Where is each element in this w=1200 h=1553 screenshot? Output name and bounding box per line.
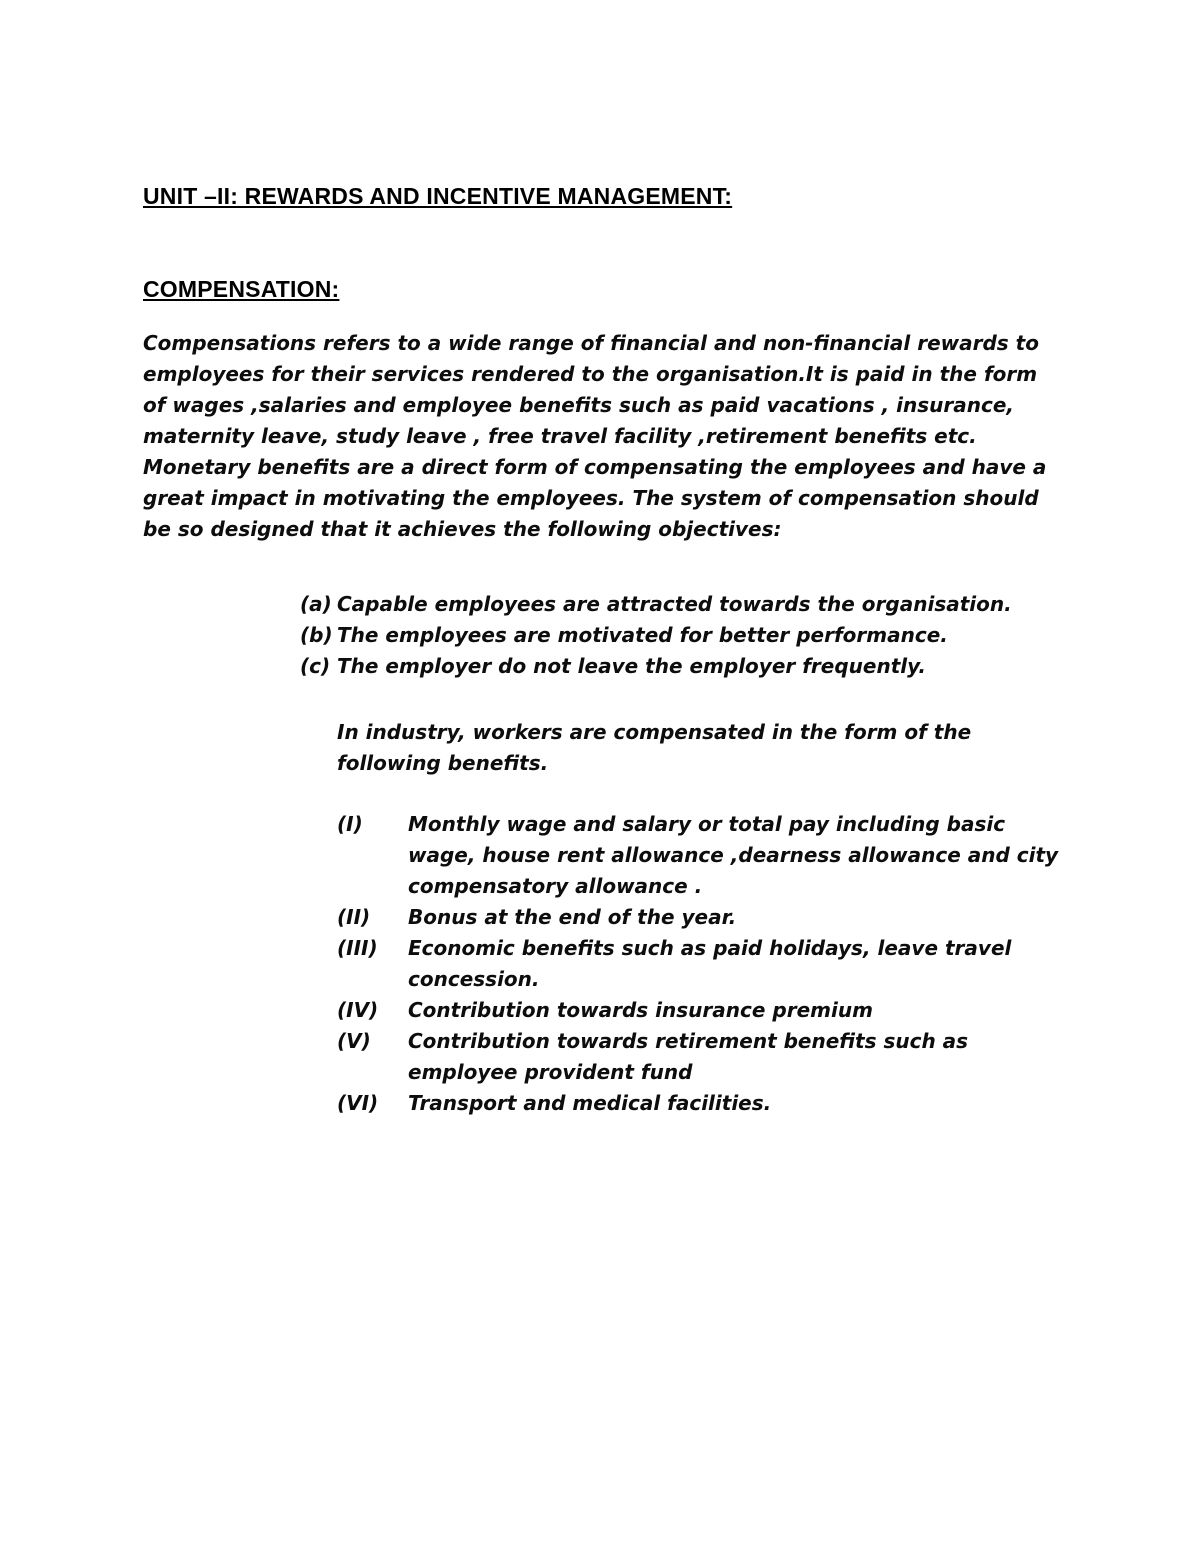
list-item-text: Contribution towards insurance premium — [408, 998, 873, 1022]
list-item-text: Economic benefits such as paid holidays, leave travel concession. — [408, 936, 1012, 991]
list-item-text: The employees are motivated for better performance. — [337, 623, 948, 647]
intro-paragraph: Compensations refers to a wide range of financial and non-financial rewards to employees for their services rendered to the organisation.It is paid in the form of wages ,salaries and employee benefits such as paid vacations , insurance, maternity leave, study leave , free travel facility ,retirement benefits etc. Monetary benefits are a direct form of compensating the employees and have a great impact in motivating the employees. The system of compensation should be so designed that it achieves the following objectives: — [143, 331, 1047, 541]
list-item — [300, 589, 1020, 620]
list-item — [300, 651, 1020, 682]
objectives-list — [300, 589, 1020, 682]
list-item-text: The employer do not leave the employer frequently. — [337, 654, 926, 678]
unit-title: UNIT –II: REWARDS AND INCENTIVE MANAGEMENT: — [143, 183, 733, 209]
list-item-text: Transport and medical facilities. — [408, 1091, 772, 1115]
list-marker: (I) — [337, 812, 363, 836]
list-item-text: Bonus at the end of the year. — [408, 905, 737, 929]
list-marker: (III) — [337, 936, 378, 960]
list-item — [300, 620, 1020, 651]
industry-note: In industry, workers are compensated in the form of the following benefits. — [337, 720, 972, 775]
list-marker: (V) — [337, 1029, 371, 1053]
list-marker: (b) — [300, 623, 333, 647]
list-item — [337, 1026, 1063, 1088]
list-marker: (IV) — [337, 998, 379, 1022]
list-marker: (VI) — [337, 1091, 379, 1115]
list-item — [337, 1088, 1063, 1119]
list-item — [337, 809, 1063, 902]
list-item-text: Capable employees are attracted towards the organisation. — [337, 592, 1012, 616]
list-marker: (c) — [300, 654, 331, 678]
list-marker: (a) — [300, 592, 332, 616]
list-item-text: Monthly wage and salary or total pay including basic wage, house rent allowance ,dearness allowance and city compensatory allowance . — [408, 812, 1059, 898]
list-marker: (II) — [337, 905, 371, 929]
list-item — [337, 933, 1063, 995]
list-item — [337, 902, 1063, 933]
list-item-text: Contribution towards retirement benefits such as employee provident fund — [408, 1029, 969, 1084]
list-item — [337, 995, 1063, 1026]
section-heading: COMPENSATION: — [143, 276, 340, 302]
benefits-list — [337, 809, 1063, 1119]
